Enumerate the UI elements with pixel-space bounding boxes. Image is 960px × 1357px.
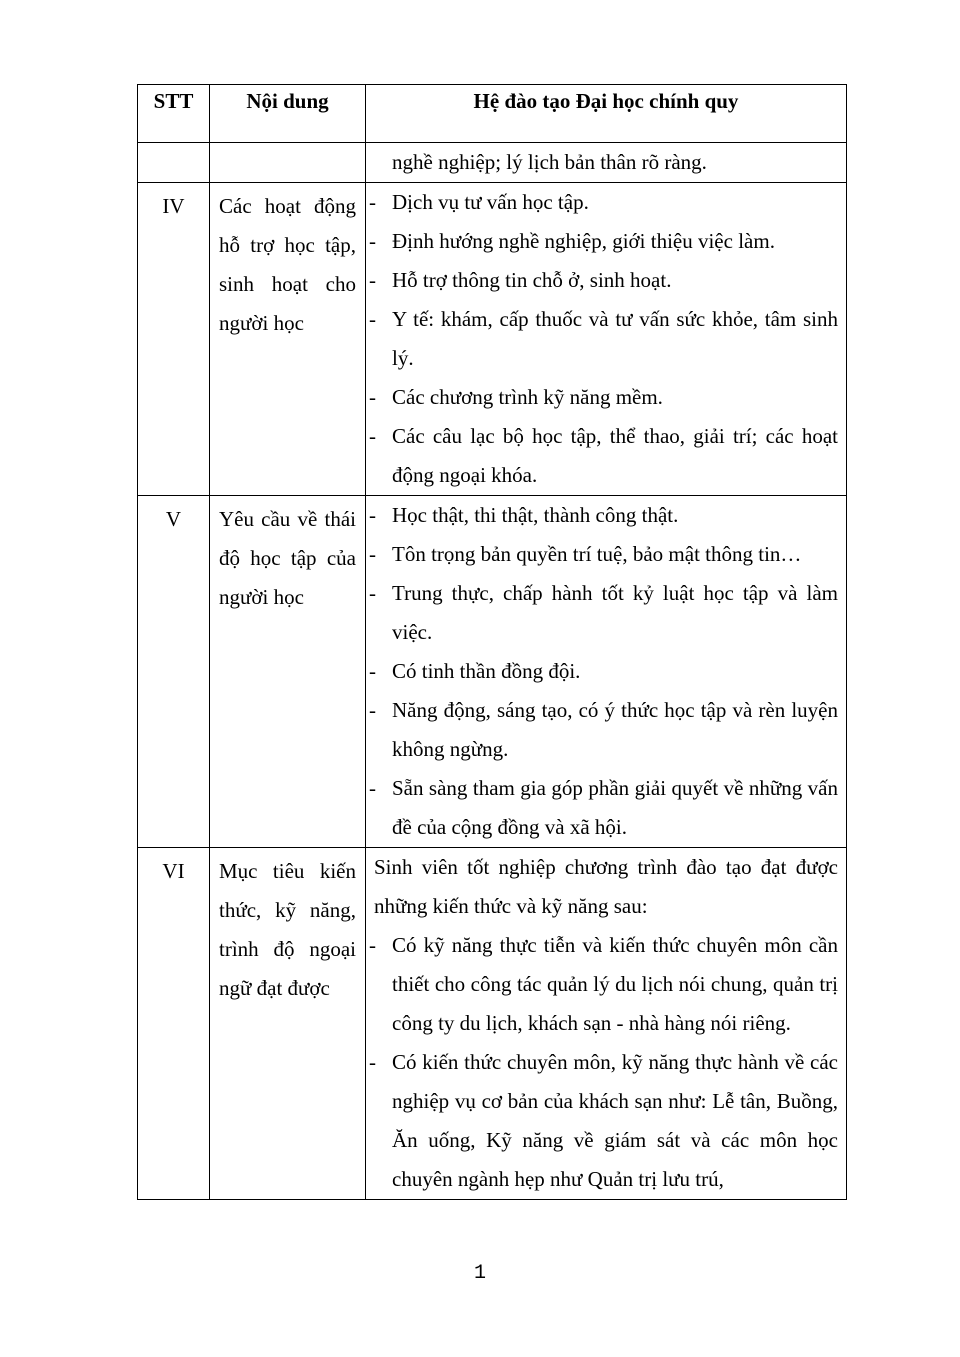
header-stt: STT: [138, 85, 210, 143]
stt-cell: V: [138, 496, 210, 848]
row-title: Mục tiêu kiến thức, kỹ năng, trình độ ngoại ngữ đạt được: [210, 848, 366, 1200]
list-item: - Trung thực, chấp hành tốt kỷ luật học tập và làm việc.: [366, 574, 838, 652]
bullet-list: [366, 183, 838, 495]
bullet-list: [366, 926, 838, 1199]
row-content: [366, 496, 847, 848]
header-row: [138, 85, 847, 143]
page-number: 1: [473, 1262, 486, 1285]
cell-empty: [138, 143, 210, 183]
row-title: Các hoạt động hỗ trợ học tập, sinh hoạt cho người học: [210, 183, 366, 496]
list-item: - Các câu lạc bộ học tập, thể thao, giải trí; các hoạt động ngoại khóa.: [366, 417, 838, 495]
list-item: - Hỗ trợ thông tin chỗ ở, sinh hoạt.: [366, 261, 838, 300]
list-item: - Các chương trình kỹ năng mềm.: [366, 378, 838, 417]
program-table: [137, 84, 847, 1200]
bullet-list: [366, 496, 838, 847]
row-content: [366, 183, 847, 496]
stt-cell: IV: [138, 183, 210, 496]
list-item: - Có tinh thần đồng đội.: [366, 652, 838, 691]
list-item: - Năng động, sáng tạo, có ý thức học tập và rèn luyện không ngừng.: [366, 691, 838, 769]
continuation-cell: [366, 143, 847, 183]
list-item: - Có kỹ năng thực tiễn và kiến thức chuyên môn cần thiết cho công tác quản lý du lịch nói chung, quản trị công ty du lịch, khách sạn - nhà hàng nói riêng.: [366, 926, 838, 1043]
list-item: - Y tế: khám, cấp thuốc và tư vấn sức khỏe, tâm sinh lý.: [366, 300, 838, 378]
row-intro: Sinh viên tốt nghiệp chương trình đào tạo đạt được những kiến thức và kỹ năng sau:: [374, 855, 838, 918]
list-item: - Dịch vụ tư vấn học tập.: [366, 183, 838, 222]
table-row-v: [138, 496, 847, 848]
table-row-vi: [138, 848, 847, 1200]
cell-empty: [210, 143, 366, 183]
header-program: Hệ đào tạo Đại học chính quy: [366, 85, 847, 143]
list-item: - Tôn trọng bản quyền trí tuệ, bảo mật thông tin…: [366, 535, 838, 574]
row-content: [366, 848, 847, 1200]
header-content: Nội dung: [210, 85, 366, 143]
continuation-text: nghề nghiệp; lý lịch bản thân rõ ràng.: [392, 150, 707, 174]
stt-cell: VI: [138, 848, 210, 1200]
list-item: - Có kiến thức chuyên môn, kỹ năng thực hành về các nghiệp vụ cơ bản của khách sạn như: Lễ tân, Buồng, Ăn uống, Kỹ năng về giám sát và các môn học chuyên ngành hẹp như Quản trị lưu trú,: [366, 1043, 838, 1199]
table-row-iv: [138, 183, 847, 496]
row-title: Yêu cầu về thái độ học tập của người học: [210, 496, 366, 848]
list-item: - Sẵn sàng tham gia góp phần giải quyết về những vấn đề của cộng đồng và xã hội.: [366, 769, 838, 847]
list-item: - Định hướng nghề nghiệp, giới thiệu việc làm.: [366, 222, 838, 261]
list-item: - Học thật, thi thật, thành công thật.: [366, 496, 838, 535]
continuation-row: [138, 143, 847, 183]
